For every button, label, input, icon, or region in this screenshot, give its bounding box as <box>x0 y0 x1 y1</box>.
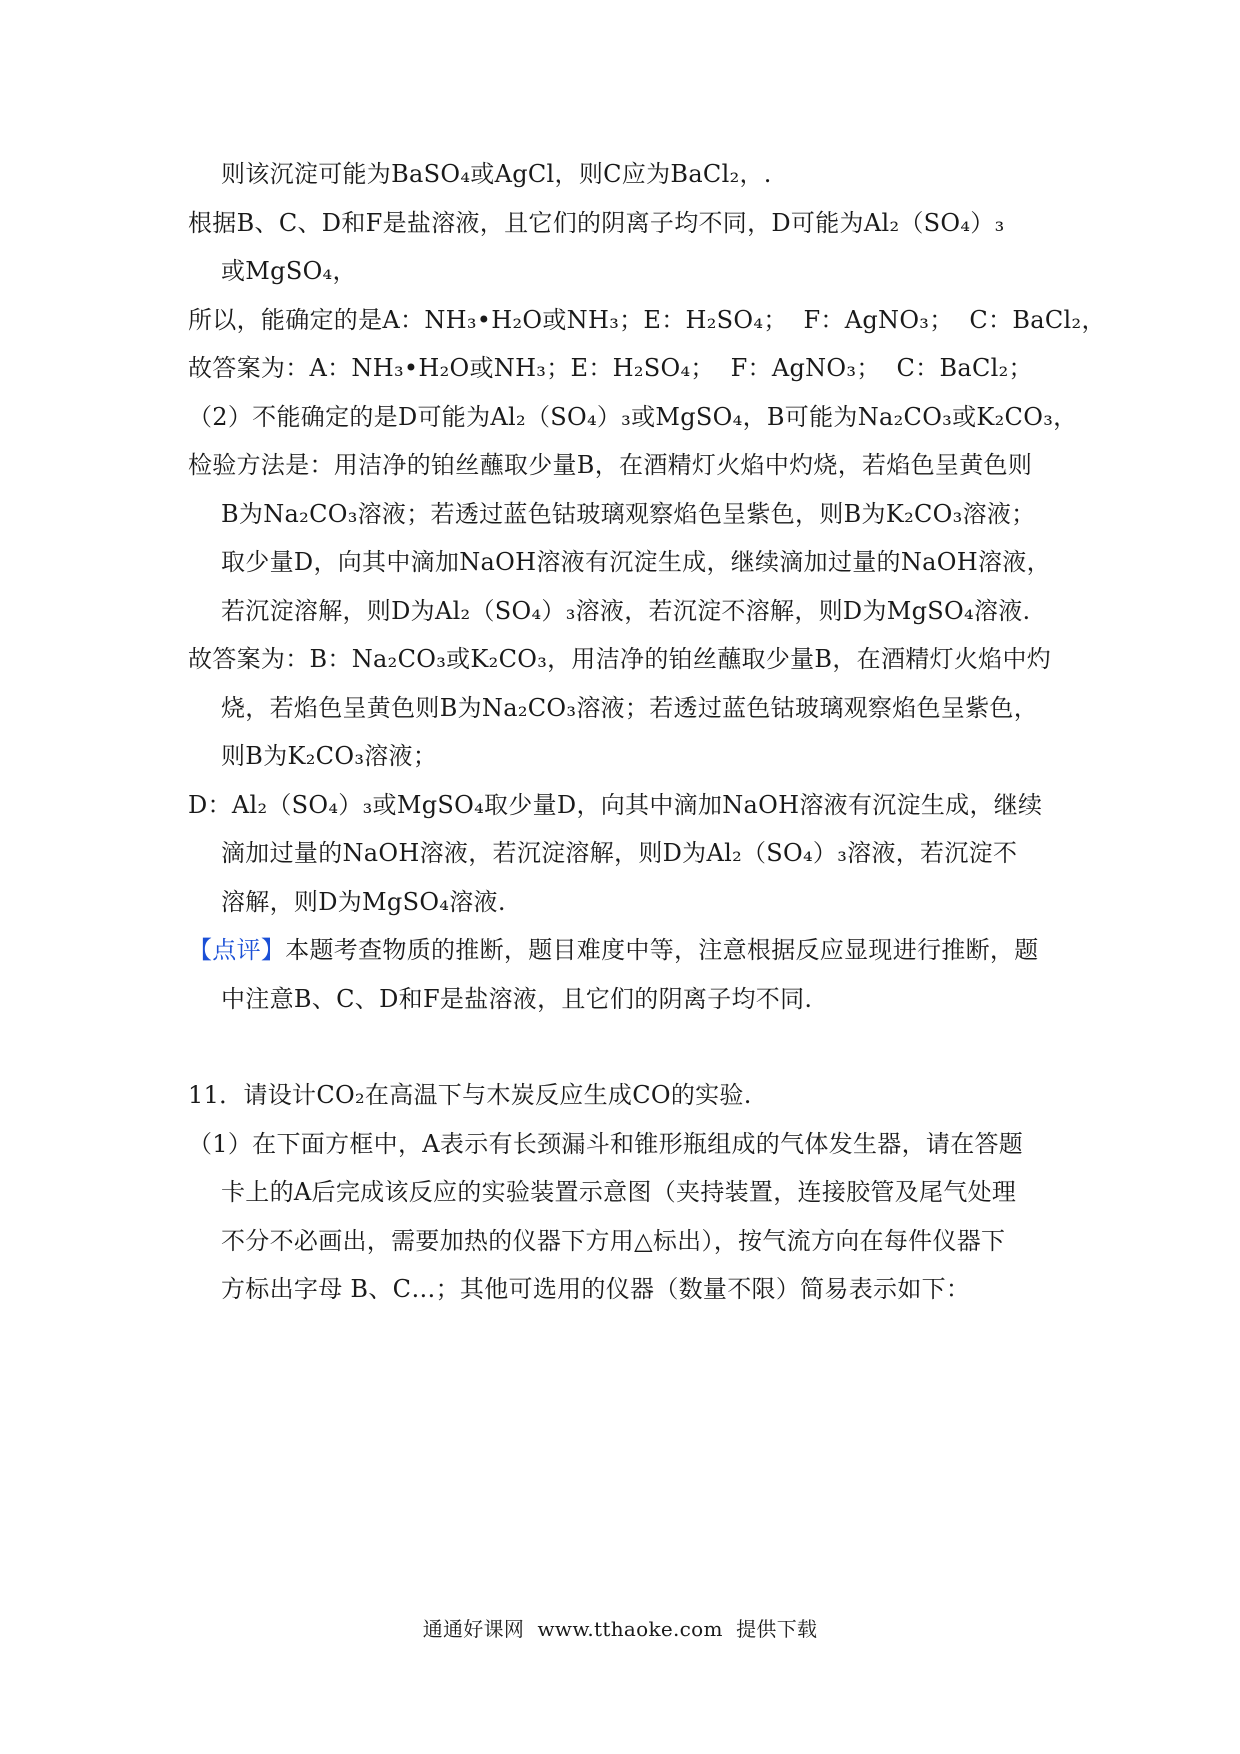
question-line: 不分不必画出，需要加热的仪器下方用△标出），按气流方向在每件仪器下 <box>221 1226 1006 1255</box>
text-line: 根据B、C、D和F是盐溶液，且它们的阴离子均不同，D可能为Al₂（SO₄）₃ <box>188 208 1005 237</box>
question-line: 方标出字母 B、C…；其他可选用的仪器（数量不限）简易表示如下： <box>221 1275 971 1303</box>
question-line: 卡上的A后完成该反应的实验装置示意图（夹持装置，连接胶管及尾气处理 <box>221 1178 1017 1206</box>
text-line: 溶解，则D为MgSO₄溶液. <box>221 887 506 916</box>
text-line: 若沉淀溶解，则D为Al₂（SO₄）₃溶液，若沉淀不溶解，则D为MgSO₄溶液. <box>221 596 1031 625</box>
comment-continuation: 中注意B、C、D和F是盐溶液，且它们的阴离子均不同. <box>221 984 813 1013</box>
question-line: （1）在下面方框中，A表示有长颈漏斗和锥形瓶组成的气体发生器，请在答题 <box>188 1129 1024 1158</box>
text-line: （2）不能确定的是D可能为Al₂（SO₄）₃或MgSO₄，B可能为Na₂CO₃或K₂CO₃， <box>188 402 1078 431</box>
text-line: D：Al₂（SO₄）₃或MgSO₄取少量D，向其中滴加NaOH溶液有沉淀生成，继续 <box>188 790 1043 819</box>
comment-text: 本题考查物质的推断，题目难度中等，注意根据反应显现进行推断，题 <box>285 936 1039 964</box>
text-line: 或MgSO₄， <box>221 257 357 285</box>
text-line: 故答案为：B：Na₂CO₃或K₂CO₃，用洁净的铂丝蘸取少量B，在酒精灯火焰中灼 <box>188 645 1052 673</box>
text-line: 故答案为：A：NH₃•H₂O或NH₃；E：H₂SO₄； F：AgNO₃； C：BaCl₂； <box>188 354 1033 382</box>
question-title: 11．请设计CO₂在高温下与木炭反应生成CO的实验. <box>188 1081 752 1109</box>
text-line: 检验方法是：用洁净的铂丝蘸取少量B，在酒精灯火焰中灼烧，若焰色呈黄色则 <box>188 451 1033 479</box>
spacer <box>188 1023 1063 1071</box>
footer-credit: 通通好课网 www.tthaoke.com 提供下载 <box>422 1617 818 1641</box>
text-line: 烧，若焰色呈黄色则B为Na₂CO₃溶液；若透过蓝色钴玻璃观察焰色呈紫色， <box>221 693 1039 722</box>
text-line: 取少量D，向其中滴加NaOH溶液有沉淀生成，继续滴加过量的NaOH溶液， <box>221 548 1051 576</box>
comment-tag: 【点评】 <box>188 936 286 964</box>
page-content <box>188 150 1106 1314</box>
text-line: 则该沉淀可能为BaSO₄或AgCl，则C应为BaCl₂，. <box>221 160 772 188</box>
text-line: 则B为K₂CO₃溶液； <box>221 742 438 770</box>
comment-line <box>188 926 1063 975</box>
text-line: 所以，能确定的是A：NH₃•H₂O或NH₃；E：H₂SO₄； F：AgNO₃； C：BaCl₂， <box>188 305 1106 334</box>
text-line: B为Na₂CO₃溶液；若透过蓝色钴玻璃观察焰色呈紫色，则B为K₂CO₃溶液； <box>221 499 1036 528</box>
text-line: 滴加过量的NaOH溶液，若沉淀溶解，则D为Al₂（SO₄）₃溶液，若沉淀不 <box>221 839 1018 867</box>
